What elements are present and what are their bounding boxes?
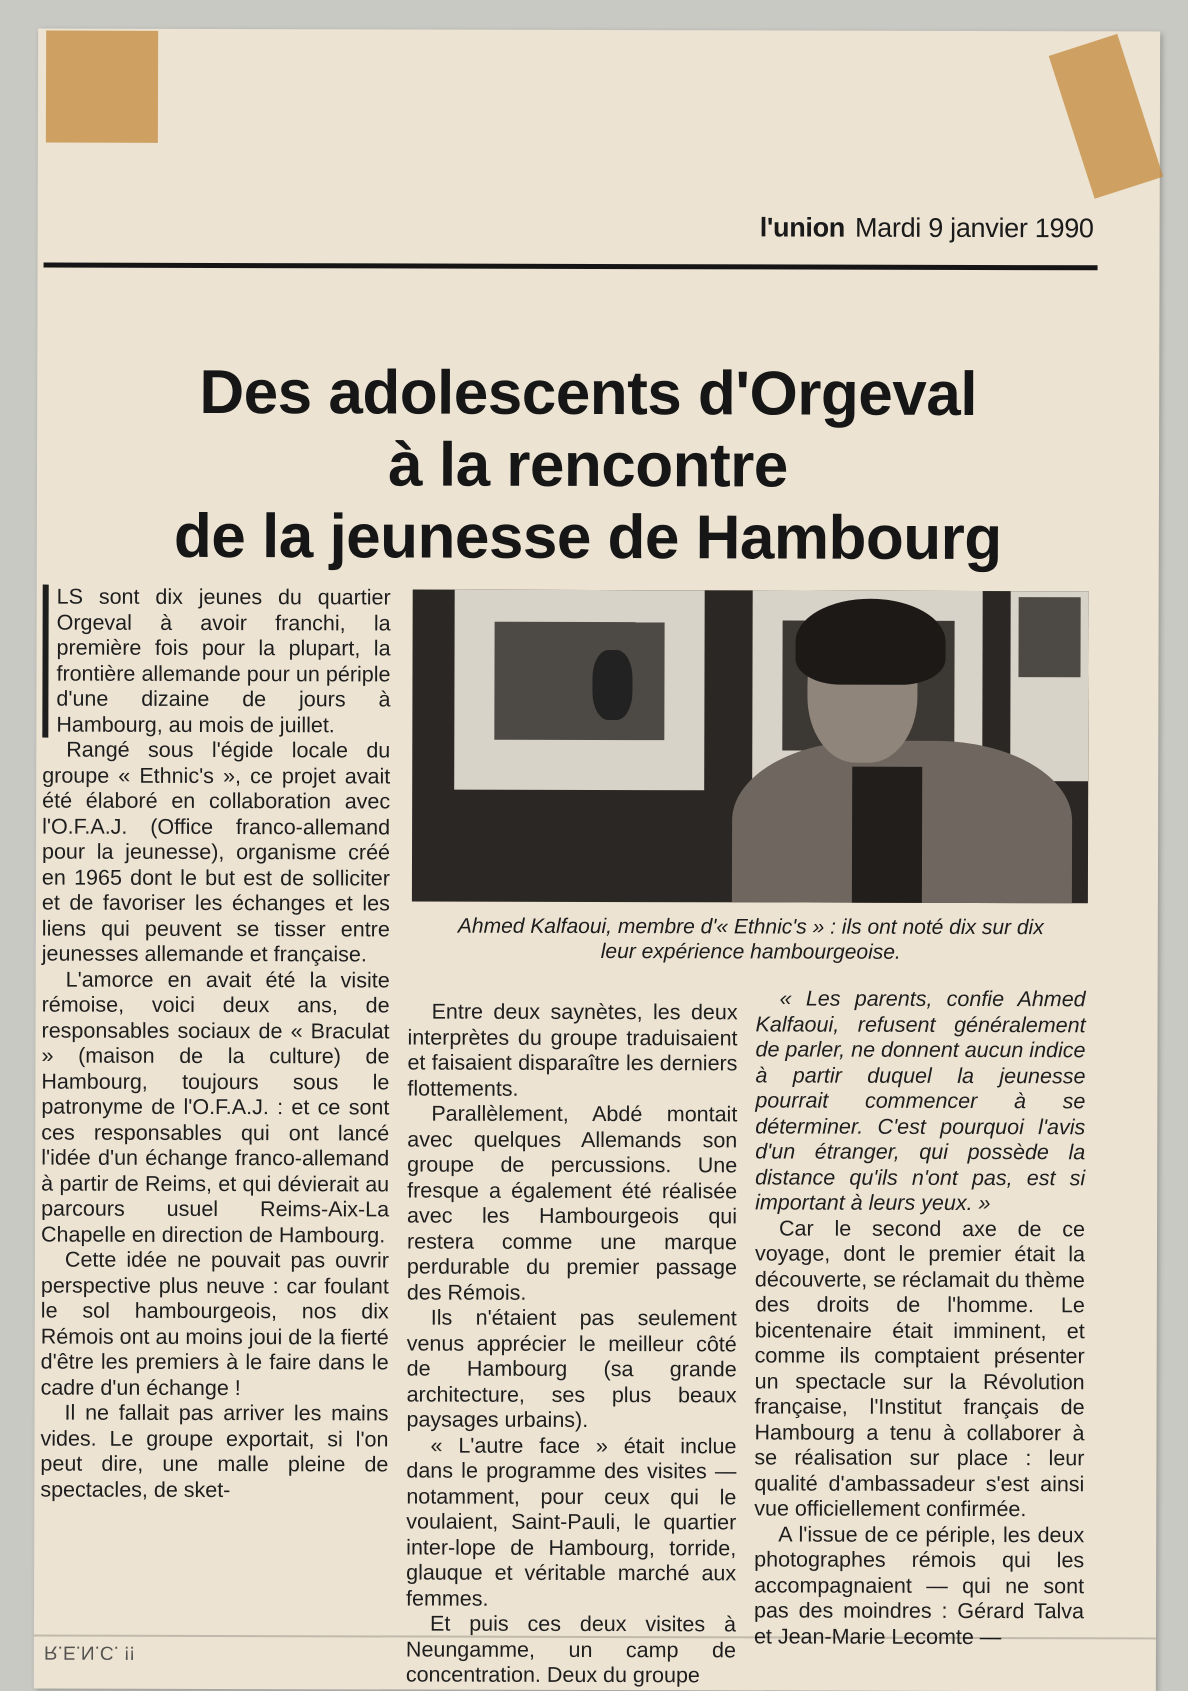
headline-line-1: Des adolescents d'Orgeval bbox=[199, 357, 978, 429]
photo-frame-edge bbox=[1010, 591, 1088, 781]
paragraph: Parallèlement, Abdé montait avec quelques Allemands son groupe de percussions. Une fresque a également été réalisée avec les Hambourgeois qui restera comme une marque perdurable du premier passage des Rémois. bbox=[406, 1101, 738, 1305]
article-photo bbox=[412, 590, 1089, 904]
paragraph: Rangé sous l'égide locale du groupe « Ethnic's », ce projet avait été élaboré en collaboration avec l'O.F.A.J. (Office franco-allemand pour la jeunesse), organisme créé en 1965 dont le but est de solliciter et de favoriser les échanges et les liens qui peuvent se tisser entre jeunesses allemande et française. bbox=[41, 737, 391, 967]
masthead bbox=[38, 211, 1094, 245]
paragraph: L'amorce en avait été la visite rémoise, voici deux ans, de responsables sociaux de « Braculat » (maison de la culture) de Hambourg, toujours sous le patronyme de l'O.F.A.J. : et ce sont ces responsables qui ont lancé l'idée d'un échange franco-allemand à partir de Reims, et qui dévierait au parcours usuel Reims-Aix-La Chapelle en direction de Hambourg. bbox=[40, 967, 390, 1247]
photo-frame-left bbox=[454, 590, 705, 791]
paragraph: « L'autre face » était inclue dans le programme des visites — notamment, pour ceux qui le voulaient, Saint-Pauli, le quartier inter-lope de Hambourg, torride, glauque et véritable marché aux femmes. bbox=[406, 1433, 737, 1611]
masthead-date: Mardi 9 janvier 1990 bbox=[854, 212, 1094, 244]
paragraph: Et puis ces deux visites à Neungamme, un camp de concentration. Deux du groupe bbox=[405, 1611, 737, 1688]
paragraph: Il ne fallait pas arriver les mains vides. Le groupe exportait, si l'on peut dire, une malle pleine de spectacles, de sket- bbox=[40, 1400, 389, 1502]
article-column-1 bbox=[40, 585, 390, 1504]
photo-caption: Ahmed Kalfaoui, membre d'« Ethnic's » : ils ont noté dix sur dix leur expérience hambourgeoise. bbox=[457, 914, 1044, 964]
headline-line-2: à la rencontre bbox=[388, 430, 788, 501]
headline-line-3: de la jeunesse de Hambourg bbox=[173, 501, 1002, 574]
paragraph: Entre deux saynètes, les deux interprètes du groupe traduisaient et faisaient disparaître les derniers flottements. bbox=[407, 999, 738, 1101]
article-column-3 bbox=[754, 986, 1086, 1650]
tape-left bbox=[46, 31, 158, 143]
paragraph: A l'issue de ce périple, les deux photographes rémois qui les accompagnaient — qui ne sont pas des moindres : Gérard Talva et Jean-Marie Lecomte — bbox=[753, 1521, 1085, 1649]
paragraph: Cette idée ne pouvait pas ouvrir perspective plus neuve : car foulant le sol hambourgeois, nos dix Rémois ont au moins joui de la fierté d'être les premiers à le faire dans le cadre d'un échange ! bbox=[40, 1247, 389, 1400]
paragraph: Ils n'étaient pas seulement venus apprécier le meilleur côté de Hambourg (sa grande architecture, ses plus beaux paysages urbains). bbox=[406, 1305, 737, 1432]
headline bbox=[77, 357, 1100, 576]
article-column-2 bbox=[406, 1000, 738, 1689]
photo-small-figure bbox=[592, 650, 632, 720]
paragraph-quote: « Les parents, confie Ahmed Kalfaoui, refusent généralement de parler, ne donnent aucun indice à partir duquel la jeunesse pourrait commencer à se déterminer. C'est pourquoi l'avis d'un étranger, qui possède la distance qu'ils n'ont pas, est si important à leurs yeux. » bbox=[755, 986, 1086, 1216]
masthead-brand: l'union bbox=[759, 212, 846, 243]
newspaper-clipping bbox=[34, 29, 1160, 1691]
tape-right bbox=[1049, 34, 1164, 199]
paragraph: Car le second axe de ce voyage, dont le premier était la découverte, se réclamait du thème des droits de l'homme. Le bicentenaire était imminent, et comme ils comptaient présenter un spectacle sur la Révolution française, l'Institut français de Hambourg a tenu à collaborer à se réalisation sur place : leur qualité d'ambassadeur s'est ainsi vue officiellement confirmée. bbox=[754, 1215, 1086, 1522]
bleed-through-text: R.E.N.C. !! bbox=[43, 1641, 135, 1663]
masthead-rule bbox=[44, 263, 1098, 271]
paragraph: LS sont dix jeunes du quartier Orgeval à avoir franchi, la première fois pour la plupart, la frontière allemande pour un périple d'une dizaine de jours à Hambourg, au mois de juillet. bbox=[42, 585, 390, 739]
